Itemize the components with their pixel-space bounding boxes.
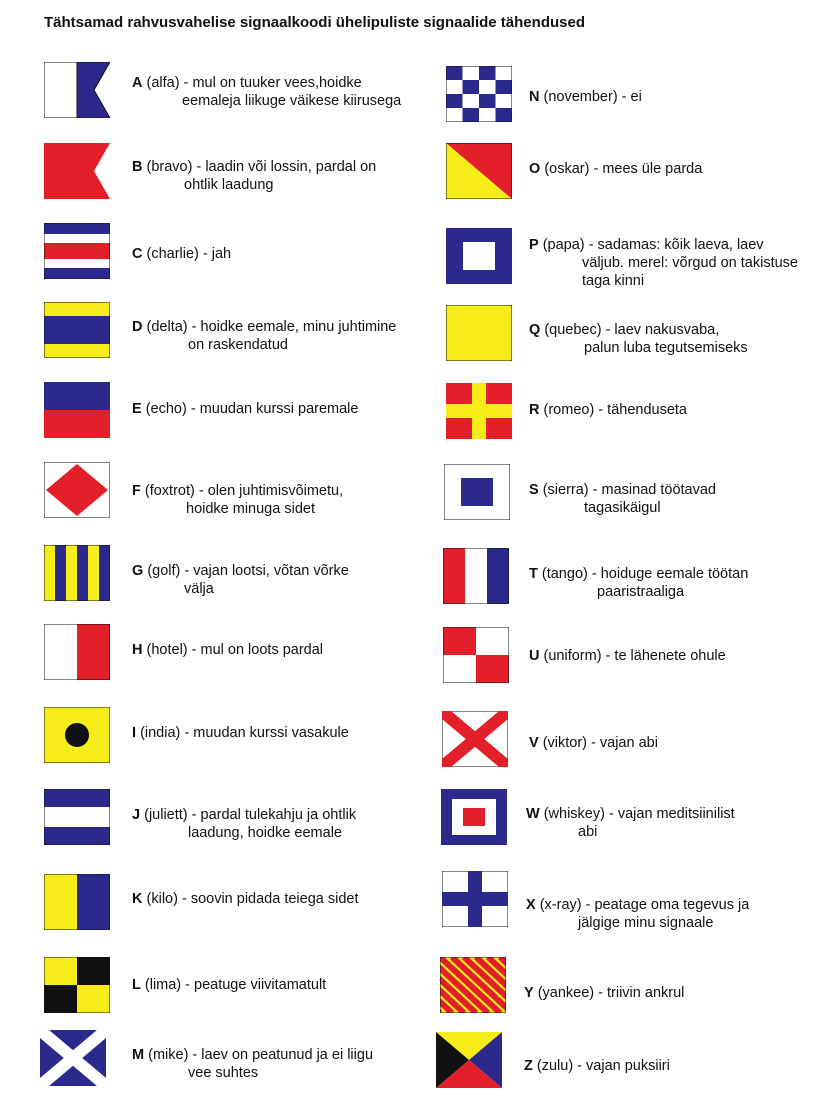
- signal-s: [529, 481, 716, 499]
- flag-november-icon: [446, 66, 512, 122]
- signal-meaning-cont: taga kinni: [582, 273, 645, 289]
- signal-meaning: - vajan lootsi, võtan võrke: [180, 563, 349, 579]
- flag-charlie-icon: [44, 223, 110, 279]
- signal-r: [529, 401, 687, 419]
- flag-echo-icon: [44, 382, 110, 438]
- signal-letter: C: [132, 246, 143, 262]
- signal-name: (kilo): [146, 891, 178, 907]
- signal-p: [529, 236, 764, 254]
- signal-name: (echo): [145, 401, 187, 417]
- flag-delta-icon: [44, 302, 110, 358]
- signal-meaning-cont: vee suhtes: [188, 1065, 259, 1081]
- signal-letter: E: [132, 401, 142, 417]
- signal-letter: R: [529, 402, 540, 418]
- signal-meaning: - sadamas: kõik laeva, laev: [584, 237, 764, 253]
- signal-l: [132, 976, 326, 994]
- signal-name: (foxtrot): [144, 483, 195, 499]
- signal-meaning: - pardal tulekahju ja ohtlik: [187, 807, 357, 823]
- signal-name: (zulu): [536, 1058, 574, 1074]
- signal-meaning: - peatuge viivitamatult: [181, 977, 327, 993]
- signal-meaning-cont: tagasikäigul: [584, 500, 661, 516]
- signal-letter: H: [132, 642, 143, 658]
- flag-yankee-icon: [440, 957, 506, 1013]
- signal-name: (viktor): [542, 735, 588, 751]
- signal-g: [132, 562, 349, 580]
- signal-name: (delta): [146, 319, 188, 335]
- signal-meaning-cont: paaristraaliga: [597, 584, 685, 600]
- signal-name: (tango): [541, 566, 588, 582]
- signal-name: (quebec): [544, 322, 602, 338]
- signal-meaning: - vajan abi: [587, 735, 658, 751]
- flag-romeo-icon: [446, 383, 512, 439]
- signal-e: [132, 400, 358, 418]
- signal-meaning: - jah: [198, 246, 232, 262]
- signal-meaning: - triivin ankrul: [594, 985, 685, 1001]
- signal-name: (sierra): [542, 482, 589, 498]
- signal-name: (mike): [148, 1047, 189, 1063]
- signal-name: (papa): [542, 237, 585, 253]
- signal-j: [132, 806, 356, 824]
- signal-t: [529, 565, 748, 583]
- flag-lima-icon: [44, 957, 110, 1013]
- signal-h: [132, 641, 323, 659]
- signal-letter: I: [132, 725, 137, 741]
- flag-whiskey-icon: [441, 789, 507, 845]
- signal-meaning: - te lähenete ohule: [601, 648, 726, 664]
- signal-letter: X: [526, 897, 536, 913]
- signal-a: [132, 74, 362, 92]
- flag-india-icon: [44, 707, 110, 763]
- flag-tango-icon: [443, 548, 509, 604]
- signal-meaning: - muudan kurssi paremale: [186, 401, 359, 417]
- signal-letter: U: [529, 648, 540, 664]
- signal-name: (x-ray): [539, 897, 582, 913]
- signal-letter: P: [529, 237, 539, 253]
- flag-bravo-icon: [44, 143, 110, 199]
- signal-meaning: - hoidke eemale, minu juhtimine: [187, 319, 397, 335]
- signal-meaning-cont: välja: [184, 581, 214, 597]
- flag-juliett-icon: [44, 789, 110, 845]
- signal-letter: T: [529, 566, 538, 582]
- signal-meaning-cont: ohtlik laadung: [184, 177, 274, 193]
- signal-letter: N: [529, 89, 540, 105]
- page-title: Tähtsamad rahvusvahelise signaalkoodi ühelipuliste signaalide tähendused: [44, 14, 585, 31]
- signal-meaning-cont: väljub. merel: võrgud on takistuse: [582, 255, 798, 271]
- signal-letter: S: [529, 482, 539, 498]
- signal-letter: O: [529, 161, 541, 177]
- signal-i: [132, 724, 349, 742]
- signal-letter: B: [132, 159, 143, 175]
- signal-u: [529, 647, 726, 665]
- signal-x: [526, 896, 749, 914]
- signal-letter: V: [529, 735, 539, 751]
- signal-letter: W: [526, 806, 540, 822]
- signal-meaning: - mul on tuuker vees,hoidke: [179, 75, 362, 91]
- signal-meaning-cont: palun luba tegutsemiseks: [584, 340, 748, 356]
- signal-name: (yankee): [537, 985, 595, 1001]
- signal-meaning: - muudan kurssi vasakule: [180, 725, 349, 741]
- signal-meaning: - hoiduge eemale töötan: [587, 566, 749, 582]
- signal-b: [132, 158, 376, 176]
- signal-k: [132, 890, 359, 908]
- signal-name: (alfa): [146, 75, 180, 91]
- signal-letter: J: [132, 807, 141, 823]
- signal-m: [132, 1046, 373, 1064]
- signal-v: [529, 734, 658, 752]
- signal-meaning: - mul on loots pardal: [187, 642, 324, 658]
- signal-name: (november): [543, 89, 618, 105]
- signal-meaning: - olen juhtimisvõimetu,: [194, 483, 344, 499]
- signal-meaning-cont: eemaleja liikuge väikese kiirusega: [182, 93, 402, 109]
- signal-meaning: - masinad töötavad: [588, 482, 716, 498]
- signal-w: [526, 805, 735, 823]
- signal-meaning-cont: jälgige minu signaale: [578, 915, 714, 931]
- signal-letter: Z: [524, 1058, 533, 1074]
- signal-letter: F: [132, 483, 141, 499]
- flag-golf-icon: [44, 545, 110, 601]
- signal-meaning-cont: abi: [578, 824, 598, 840]
- flag-viktor-icon: [442, 711, 508, 767]
- signal-name: (hotel): [146, 642, 188, 658]
- signal-meaning: - mees üle parda: [589, 161, 703, 177]
- signal-name: (oskar): [544, 161, 590, 177]
- signal-meaning: - peatage oma tegevus ja: [581, 897, 750, 913]
- flag-uniform-icon: [443, 627, 509, 683]
- flag-xray-icon: [442, 871, 508, 927]
- signal-n: [529, 88, 642, 106]
- signal-meaning: - vajan puksiiri: [573, 1058, 670, 1074]
- signal-letter: Q: [529, 322, 541, 338]
- signal-meaning: - ei: [617, 89, 642, 105]
- signal-z: [524, 1057, 670, 1075]
- signal-letter: D: [132, 319, 143, 335]
- flag-hotel-icon: [44, 624, 110, 680]
- signal-c: [132, 245, 231, 263]
- signal-name: (charlie): [146, 246, 199, 262]
- flag-papa-icon: [446, 228, 512, 284]
- signal-letter: Y: [524, 985, 534, 1001]
- signal-name: (whiskey): [543, 806, 605, 822]
- signal-name: (golf): [147, 563, 181, 579]
- signal-meaning: - vajan meditsiinilist: [604, 806, 735, 822]
- signal-meaning-cont: hoidke minuga sidet: [186, 501, 315, 517]
- signal-name: (bravo): [146, 159, 193, 175]
- flag-sierra-icon: [444, 464, 510, 520]
- signal-name: (romeo): [543, 402, 595, 418]
- signal-name: (india): [140, 725, 181, 741]
- signal-o: [529, 160, 702, 178]
- flag-mike-icon: [40, 1030, 106, 1086]
- signal-meaning: - laadin või lossin, pardal on: [192, 159, 377, 175]
- flag-alfa-icon: [44, 62, 110, 118]
- signal-d: [132, 318, 396, 336]
- signal-name: (lima): [144, 977, 182, 993]
- signal-meaning: - soovin pidada teiega sidet: [177, 891, 359, 907]
- flag-foxtrot-icon: [44, 462, 110, 518]
- flag-zulu-icon: [436, 1032, 502, 1088]
- signal-meaning: - laev nakusvaba,: [601, 322, 720, 338]
- signal-meaning: - laev on peatunud ja ei liigu: [188, 1047, 374, 1063]
- signal-letter: M: [132, 1047, 145, 1063]
- signal-q: [529, 321, 719, 339]
- signal-letter: K: [132, 891, 143, 907]
- signal-letter: G: [132, 563, 144, 579]
- signal-name: (juliett): [144, 807, 188, 823]
- signal-letter: L: [132, 977, 141, 993]
- signal-meaning: - tähenduseta: [594, 402, 687, 418]
- signal-y: [524, 984, 684, 1002]
- flag-quebec-icon: [446, 305, 512, 361]
- signal-f: [132, 482, 343, 500]
- signal-meaning-cont: laadung, hoidke eemale: [188, 825, 342, 841]
- flag-kilo-icon: [44, 874, 110, 930]
- signal-letter: A: [132, 75, 143, 91]
- signal-meaning-cont: on raskendatud: [188, 337, 288, 353]
- signal-name: (uniform): [543, 648, 602, 664]
- flag-oskar-icon: [446, 143, 512, 199]
